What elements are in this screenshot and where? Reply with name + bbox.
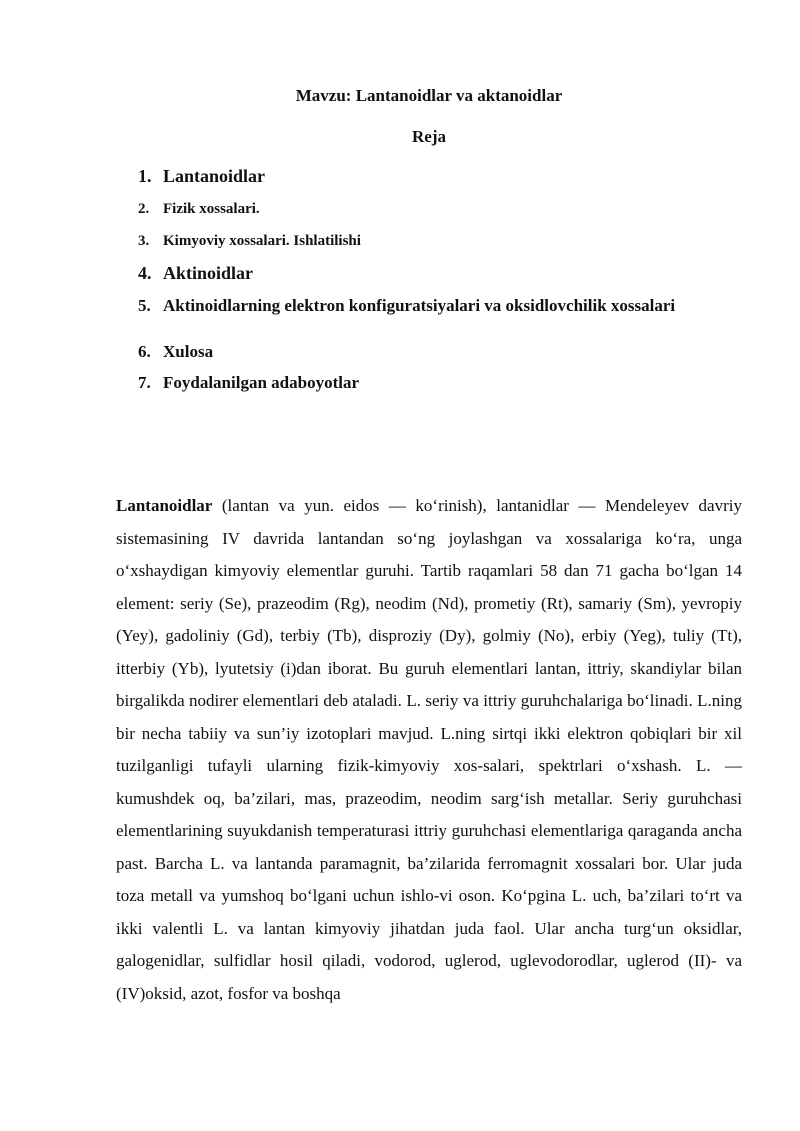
- plan-item-text: Fizik xossalari.: [163, 201, 260, 217]
- plan-item: [138, 166, 265, 187]
- plan-item-number: 3.: [138, 233, 150, 249]
- plan-heading: Reja: [412, 127, 446, 146]
- plan-item: [138, 201, 260, 218]
- plan-item-text: Foydalanilgan adaboyotlar: [163, 373, 360, 392]
- plan-item: [138, 342, 213, 362]
- plan-item-number: 2.: [138, 201, 150, 217]
- body-paragraph: [116, 490, 742, 1010]
- plan-item-text: Aktinoidlarning elektron konfiguratsiyalari va oksidlovchilik xossalari: [163, 296, 676, 315]
- plan-item: [138, 233, 361, 250]
- plan-item-text: Xulosa: [163, 342, 214, 361]
- body-lead-term: Lantanoidlar: [116, 496, 213, 515]
- plan-item: [138, 296, 675, 316]
- plan-item-number: 4.: [138, 263, 152, 283]
- plan-item-number: 1.: [138, 166, 152, 186]
- plan-item-text: Aktinoidlar: [163, 263, 254, 283]
- plan-item-number: 6.: [138, 342, 151, 361]
- plan-item-text: Lantanoidlar: [163, 166, 266, 186]
- plan-item-number: 7.: [138, 373, 151, 392]
- document-title: Mavzu: Lantanoidlar va aktanoidlar: [295, 86, 563, 105]
- body-text: (lantan va yun. eidos — koʻrinish), lantanidlar — Mendeleyev davriy sistemasining IV davrida lantandan soʻng joylashgan va xossalariga koʻra, unga oʻxshaydigan kimyoviy elementlar guruhi. Tartib raqamlari 58 dan 71 gacha boʻlgan 14 element: seriy (Se), prazeodim (Rg), neodim (Nd), prometiy (Rt), samariy (Sm), yevropiy (Yey), gadoliniy (Gd), terbiy (Tb), disproziy (Dy), golmiy (No), erbiy (Yeg), tuliy (Tt), itterbiy (Yb), lyutetsiy (i)dan iborat. Bu guruh elementlari lantan, ittriy, skandiylar bilan birgalikda nodirer elementlari deb ataladi. L. seriy va ittriy guruhchalariga boʻlinadi. L.ning bir necha tabiiy va sun’iy izotoplari mavjud. L.ning sirtqi ikki elektron qobiqlari bir xil tuzilganligi tufayli ularning fizik-kimyoviy xos-salari, spektrlari oʻxshash. L. — kumushdek oq, ba’zilari, mas, prazeodim, neodim sargʻish metallar. Seriy guruhchasi elementlarining suyukdanish temperaturasi ittriy guruhchasi elementlariga qaraganda ancha past. Barcha L. va lantanda paramagnit, ba’zilarida ferromagnit xossalari bor. Ular juda toza metall va yumshoq boʻlgani uchun ishlo-vi oson. Koʻpgina L. uch, ba’zilari toʻrt va ikki valentli L. va lantan kimyoviy jihatdan juda faol. Ular ancha turgʻun oksidlar, galogenidlar, sulfidlar hosil qiladi, vodorod, uglerod, uglevodorodlar, uglerod (II)- va (IV)oksid, azot, fosfor va boshqa: [116, 496, 742, 1003]
- plan-item: [138, 373, 359, 393]
- plan-item-number: 5.: [138, 296, 151, 315]
- plan-item: [138, 263, 253, 284]
- plan-item-text: Kimyoviy xossalari. Ishlatilishi: [163, 233, 361, 249]
